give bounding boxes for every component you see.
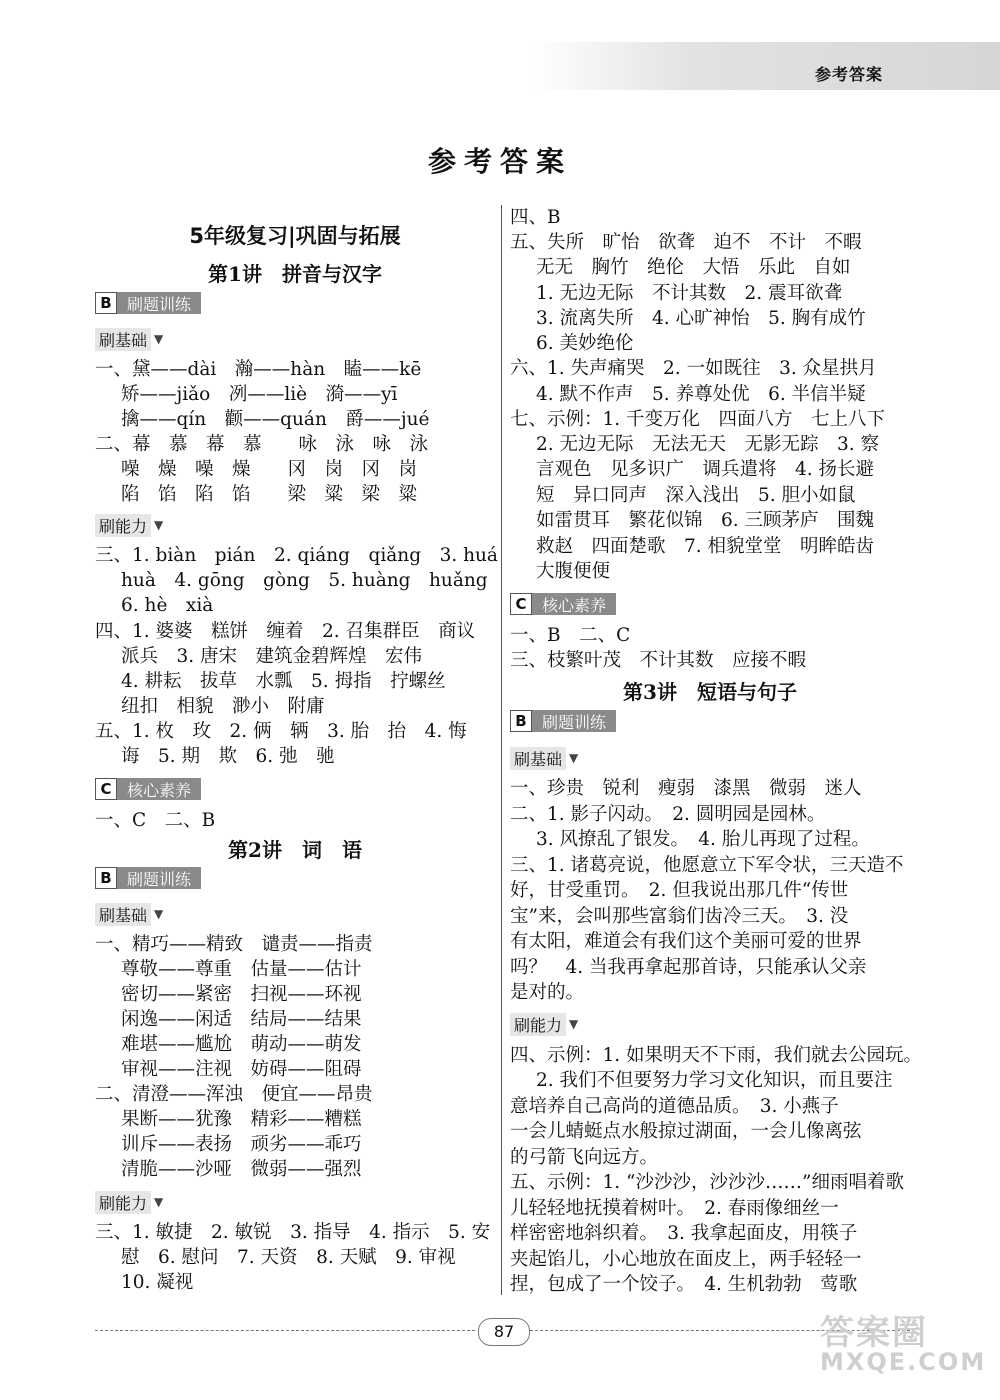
section-heading: 5年级复习|巩固与拓展 xyxy=(189,224,401,248)
answer-line: 噪 燥 噪 燥 冈 岗 冈 岗 xyxy=(121,459,418,480)
tag-label: 刷能力 xyxy=(95,1191,151,1214)
tag-label: 刷能力 xyxy=(510,1013,566,1036)
answer-line: 言观色 见多识广 调兵遣将 4. 扬长避 xyxy=(536,459,875,480)
answer-line: 二、清澄——浑浊 便宜——昂贵 xyxy=(95,1084,373,1105)
answer-line: 四、B xyxy=(510,207,561,228)
answer-line: 4. 默不作声 5. 养尊处优 6. 半信半疑 xyxy=(536,384,866,405)
answer-line: 慰 6. 慰问 7. 天资 8. 天赋 9. 审视 xyxy=(121,1247,456,1268)
tag-label: 刷基础 xyxy=(95,328,151,351)
answer-line: 无无 胸竹 绝伦 大悟 乐此 自如 xyxy=(536,257,851,278)
lesson-1-title: 第1讲 拼音与汉字 xyxy=(208,262,382,286)
badge-core xyxy=(95,778,201,800)
tag-ability xyxy=(510,1014,578,1034)
page-title: 参考答案 xyxy=(427,145,572,178)
tag-basic xyxy=(95,329,163,349)
page-number: 87 xyxy=(478,1318,530,1346)
answer-line: 有太阳，难道会有我们这个美丽可爱的世界 xyxy=(510,931,862,952)
tag-ability xyxy=(95,515,163,535)
badge-practice xyxy=(95,867,201,889)
badge-letter: C xyxy=(510,593,532,615)
answer-line: 果断——犹豫 精彩——糟糕 xyxy=(121,1109,362,1130)
answer-line: 是对的。 xyxy=(510,982,585,1003)
answer-line: 3. 风撩乱了银发。 4. 胎儿再现了过程。 xyxy=(536,829,870,850)
answer-line: 矫——jiǎo 冽——liè 漪——yī xyxy=(121,384,398,405)
answer-line: 一、精巧——精致 谴责——指责 xyxy=(95,934,373,955)
footer-dashed-line xyxy=(95,1330,475,1331)
triangle-down-icon: ▼ xyxy=(154,1195,164,1209)
lesson-3-title: 第3讲 短语与句子 xyxy=(623,680,797,704)
tag-label: 刷能力 xyxy=(95,514,151,537)
answer-line: 三、枝繁叶茂 不计其数 应接不暇 xyxy=(510,650,807,671)
badge-label: 核心素养 xyxy=(117,778,201,800)
answer-line: 的弓箭飞向远方。 xyxy=(510,1147,659,1168)
answer-line: 意培养自己高尚的道德品质。 3. 小燕子 xyxy=(510,1096,839,1117)
tag-label: 刷基础 xyxy=(95,903,151,926)
answer-line: 纽扣 相貌 渺小 附庸 xyxy=(121,696,325,717)
answer-line: 1. 无边无际 不计其数 2. 震耳欲聋 xyxy=(536,283,843,304)
answer-line: 4. 耕耘 拔草 水瓢 5. 拇指 拧螺丝 xyxy=(121,671,446,692)
tag-basic xyxy=(510,748,578,768)
triangle-down-icon: ▼ xyxy=(154,332,164,346)
answer-line: 一、C 二、B xyxy=(95,810,216,831)
answer-line: 陷 馅 陷 馅 梁 粱 梁 粱 xyxy=(121,484,418,505)
answer-line: 样密密地斜织着。 3. 我拿起面皮，用筷子 xyxy=(510,1223,858,1244)
answer-line: 2. 无边无际 无法无天 无影无踪 3. 察 xyxy=(536,434,880,455)
badge-letter: B xyxy=(95,867,117,889)
answer-line: 吗？ 4. 当我再拿起那首诗，只能承认父亲 xyxy=(510,957,867,978)
answer-line: 三、1. 敏捷 2. 敏锐 3. 指导 4. 指示 5. 安 xyxy=(95,1222,491,1243)
answer-line: 密切——紧密 扫视——环视 xyxy=(121,984,362,1005)
badge-practice xyxy=(510,710,616,732)
answer-line: 二、幕 慕 幕 慕 咏 泳 咏 泳 xyxy=(95,434,429,455)
badge-label: 刷题训练 xyxy=(117,867,201,889)
answer-line: 6. 美妙绝伦 xyxy=(536,333,634,354)
answer-line: 派兵 3. 唐宋 建筑金碧辉煌 宏伟 xyxy=(121,646,423,667)
answer-line: 捏，包成了一个饺子。 4. 生机勃勃 莺歌 xyxy=(510,1274,858,1295)
answer-line: 尊敬——尊重 估量——估计 xyxy=(121,959,362,980)
answer-line: 清脆——沙哑 微弱——强烈 xyxy=(121,1159,362,1180)
answer-line: 六、1. 失声痛哭 2. 一如既往 3. 众星拱月 xyxy=(510,358,877,379)
answer-line: 训斥——表扬 顽劣——乖巧 xyxy=(121,1134,362,1155)
answer-line: 七、示例：1. 千变万化 四面八方 七上八下 xyxy=(510,409,886,430)
answer-line: 难堪——尴尬 萌动——萌发 xyxy=(121,1034,362,1055)
answer-line: 五、失所 旷怡 欲聋 迫不 不计 不暇 xyxy=(510,232,862,253)
badge-label: 刷题训练 xyxy=(117,292,201,314)
answer-line: 四、示例：1. 如果明天不下雨，我们就去公园玩。 xyxy=(510,1045,923,1066)
tag-label: 刷基础 xyxy=(510,747,566,770)
answer-line: 10. 凝视 xyxy=(121,1272,194,1293)
answer-line: 好，甘受重罚。 2. 但我说出那几件“传世 xyxy=(510,880,849,901)
answer-line: 一、B 二、C xyxy=(510,625,631,646)
answer-line: 儿轻轻地抚摸着树叶。 2. 春雨像细丝一 xyxy=(510,1198,839,1219)
answer-line: 五、1. 枚 玫 2. 俩 辆 3. 胎 抬 4. 悔 xyxy=(95,721,467,742)
badge-label: 核心素养 xyxy=(532,593,616,615)
watermark xyxy=(820,1305,986,1376)
tag-basic xyxy=(95,904,163,924)
badge-label: 刷题训练 xyxy=(532,710,616,732)
answer-line: 擒——qín 颧——quán 爵——jué xyxy=(121,409,430,430)
answer-line: 三、1. 诸葛亮说，他愿意立下军令状，三天造不 xyxy=(510,855,904,876)
answer-line: 四、1. 婆婆 糕饼 缠着 2. 召集群臣 商议 xyxy=(95,621,476,642)
answer-line: 救赵 四面楚歌 7. 相貌堂堂 明眸皓齿 xyxy=(536,536,875,557)
answer-line: 闲逸——闲适 结局——结果 xyxy=(121,1009,362,1030)
answer-line: 五、示例：1. “沙沙沙，沙沙沙……”细雨唱着歌 xyxy=(510,1172,904,1193)
answer-line: 短 异口同声 深入浅出 5. 胆小如鼠 xyxy=(536,485,856,506)
answer-line: 一、黛——dài 瀚——hàn 瞌——kē xyxy=(95,359,422,380)
running-header: 参考答案 xyxy=(815,65,884,84)
watermark-url: MXQE.COM xyxy=(820,1348,987,1376)
badge-letter: B xyxy=(510,710,532,732)
answer-line: 大腹便便 xyxy=(536,561,611,582)
answer-line: 夹起馅儿，小心地放在面皮上，两手轻轻一 xyxy=(510,1249,862,1270)
column-divider xyxy=(501,205,502,1295)
answer-line: 3. 流离失所 4. 心旷神怡 5. 胸有成竹 xyxy=(536,308,866,329)
answer-line: huà 4. gōng gòng 5. huàng huǎng xyxy=(121,570,488,591)
answer-line: 宝”来，会叫那些富翁们齿冷三天。 3. 没 xyxy=(510,906,849,927)
answer-line: 三、1. biàn pián 2. qiáng qiǎng 3. huá xyxy=(95,545,498,566)
badge-letter: B xyxy=(95,292,117,314)
triangle-down-icon: ▼ xyxy=(154,907,164,921)
badge-letter: C xyxy=(95,778,117,800)
header-band xyxy=(530,42,1000,90)
answer-line: 2. 我们不但要努力学习文化知识，而且要注 xyxy=(536,1070,893,1091)
watermark-text: 答案圈 xyxy=(820,1313,928,1353)
answer-line: 一、珍贵 锐利 瘦弱 漆黑 微弱 迷人 xyxy=(510,778,862,799)
triangle-down-icon: ▼ xyxy=(569,1017,579,1031)
badge-core xyxy=(510,593,616,615)
triangle-down-icon: ▼ xyxy=(154,518,164,532)
answer-line: 一会儿蜻蜓点水般掠过湖面，一会儿像离弦 xyxy=(510,1121,862,1142)
answer-line: 二、1. 影子闪动。 2. 圆明园是园林。 xyxy=(510,804,826,825)
tag-ability xyxy=(95,1192,163,1212)
answer-line: 诲 5. 期 欺 6. 弛 驰 xyxy=(121,746,335,767)
badge-practice xyxy=(95,292,201,314)
triangle-down-icon: ▼ xyxy=(569,751,579,765)
answer-line: 审视——注视 妨碍——阻碍 xyxy=(121,1059,362,1080)
answer-line: 6. hè xià xyxy=(121,595,214,616)
answer-line: 如雷贯耳 繁花似锦 6. 三顾茅庐 围魏 xyxy=(536,510,875,531)
lesson-2-title: 第2讲 词 语 xyxy=(228,838,362,862)
